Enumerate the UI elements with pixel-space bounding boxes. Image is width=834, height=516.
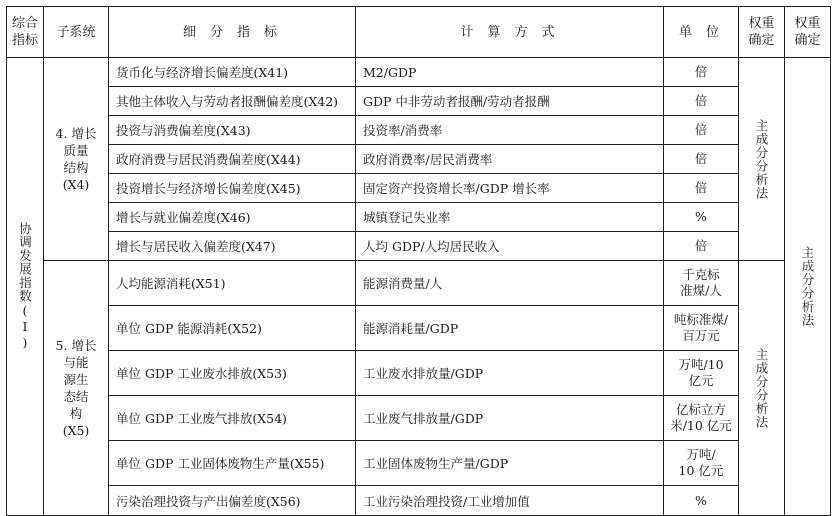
unit-line: 米/10 亿元 [670, 418, 732, 433]
weight-x4-label: 主成分分析法 [754, 118, 769, 200]
unit-line: 准煤/人 [680, 283, 722, 298]
table-row [7, 261, 831, 306]
method-cell: GDP 中非劳动者报酬/劳动者报酬 [356, 87, 664, 116]
table-row [7, 203, 831, 232]
indicator-cell: 单位 GDP 工业固体废物生产量(X55) [109, 441, 356, 486]
table-row [7, 145, 831, 174]
unit-cell: 倍 [664, 145, 739, 174]
indicator-cell: 其他主体收入与劳动者报酬偏差度(X42) [109, 87, 356, 116]
unit-cell: 倍 [664, 116, 739, 145]
method-cell: M2/GDP [356, 58, 664, 87]
header-composite: 综合指标 [7, 7, 44, 58]
subsystem-x4-line: 质量 [63, 143, 89, 158]
header-subsystem: 子系统 [44, 7, 109, 58]
table-row [7, 486, 831, 516]
subsystem-x5-line: (X5) [62, 423, 90, 438]
unit-cell [664, 306, 739, 351]
unit-line: 千克标 [682, 267, 720, 282]
table-row [7, 58, 831, 87]
subsystem-x5-line: 源生 [63, 372, 89, 387]
subsystem-x4-cell [44, 58, 109, 261]
subsystem-x5-cell [44, 261, 109, 516]
method-cell: 工业污染治理投资/工业增加值 [356, 486, 664, 516]
indicator-cell: 增长与就业偏差度(X46) [109, 203, 356, 232]
method-cell: 城镇登记失业率 [356, 203, 664, 232]
indicator-cell: 人均能源消耗(X51) [109, 261, 356, 306]
indicator-cell: 投资与消费偏差度(X43) [109, 116, 356, 145]
overall-weight-label: 主成分分析法 [800, 246, 815, 327]
subsystem-x4-line: (X4) [62, 177, 90, 192]
unit-line: 百万元 [682, 328, 720, 343]
method-cell: 工业固体废物生产量/GDP [356, 441, 664, 486]
method-cell: 固定资产投资增长率/GDP 增长率 [356, 174, 664, 203]
unit-cell: 倍 [664, 232, 739, 261]
indicator-table [6, 6, 831, 516]
table-row [7, 306, 831, 351]
table-row [7, 116, 831, 145]
header-indicator: 细分指标 [109, 7, 356, 58]
unit-line: 万吨/10 [678, 357, 724, 372]
subsystem-x5-line: 态结 [63, 389, 89, 404]
table-row [7, 87, 831, 116]
indicator-cell: 增长与居民收入偏差度(X47) [109, 232, 356, 261]
indicator-cell: 政府消费与居民消费偏差度(X44) [109, 145, 356, 174]
method-cell: 工业废气排放量/GDP [356, 396, 664, 441]
unit-cell [664, 261, 739, 306]
weight-x5-label: 主成分分析法 [754, 347, 769, 429]
unit-line: % [695, 492, 707, 508]
indicator-cell: 投资增长与经济增长偏差度(X45) [109, 174, 356, 203]
weight-x4-cell [739, 58, 785, 261]
subsystem-x4-line: 结构 [63, 160, 89, 175]
indicator-table-container [6, 6, 831, 516]
header-method: 计算方式 [356, 7, 664, 58]
composite-index-label: 协调发展指数(I) [17, 222, 33, 351]
subsystem-x5-line: 5. 增长 [55, 338, 97, 353]
unit-cell: 倍 [664, 174, 739, 203]
unit-cell [664, 486, 739, 516]
header-row [7, 7, 831, 58]
header-weight-2: 权重确定 [785, 7, 831, 58]
composite-index-cell [7, 58, 44, 516]
table-row [7, 351, 831, 396]
unit-cell: 倍 [664, 58, 739, 87]
table-row [7, 441, 831, 486]
table-row [7, 174, 831, 203]
indicator-cell: 单位 GDP 工业废水排放(X53) [109, 351, 356, 396]
unit-line: 10 亿元 [678, 463, 724, 478]
method-cell: 投资率/消费率 [356, 116, 664, 145]
indicator-cell: 污染治理投资与产出偏差度(X56) [109, 486, 356, 516]
unit-cell [664, 351, 739, 396]
method-cell: 政府消费率/居民消费率 [356, 145, 664, 174]
unit-cell [664, 396, 739, 441]
method-cell: 人均 GDP/人均居民收入 [356, 232, 664, 261]
header-weight-1: 权重确定 [739, 7, 785, 58]
weight-x5-cell [739, 261, 785, 516]
subsystem-x5-line: 构 [69, 406, 83, 421]
unit-line: 万吨/ [686, 447, 716, 462]
subsystem-x4-line: 4. 增长 [55, 126, 97, 141]
method-cell: 能源消耗量/GDP [356, 306, 664, 351]
unit-line: 亿元 [688, 373, 714, 388]
table-row [7, 396, 831, 441]
subsystem-x5-line: 与能 [63, 355, 89, 370]
unit-line: 亿标立方 [675, 402, 726, 417]
overall-weight-cell [785, 58, 831, 516]
header-unit: 单位 [664, 7, 739, 58]
method-cell: 工业废水排放量/GDP [356, 351, 664, 396]
table-row [7, 232, 831, 261]
unit-cell: % [664, 203, 739, 232]
method-cell: 能源消费量/人 [356, 261, 664, 306]
indicator-cell: 货币化与经济增长偏差度(X41) [109, 58, 356, 87]
unit-line: 吨标准煤/ [673, 312, 729, 327]
indicator-cell: 单位 GDP 工业废气排放(X54) [109, 396, 356, 441]
unit-cell: 倍 [664, 87, 739, 116]
indicator-cell: 单位 GDP 能源消耗(X52) [109, 306, 356, 351]
unit-cell [664, 441, 739, 486]
